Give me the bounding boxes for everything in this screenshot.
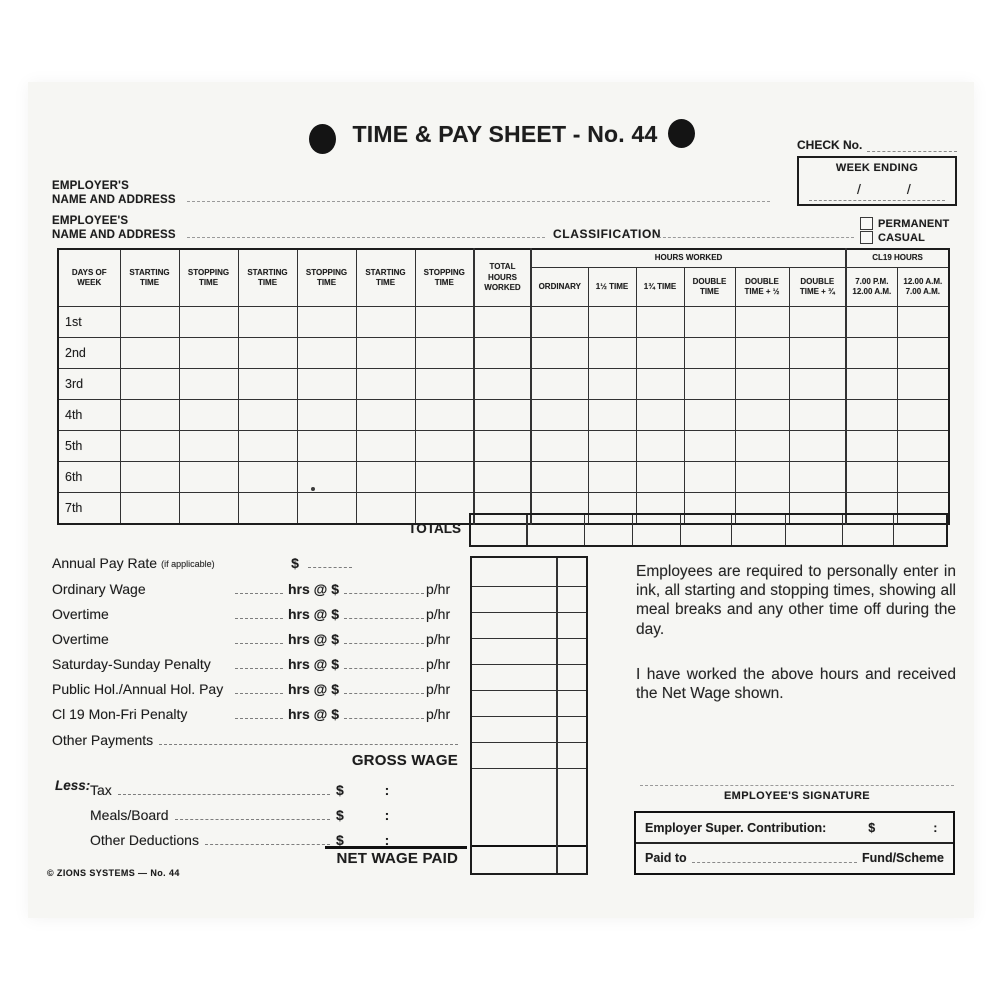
entry-cell [474,338,531,369]
column-header-stopping-time: STOPPING TIME [297,249,356,307]
entry-cell [846,369,897,400]
entry-cell [897,462,949,493]
column-header-time-and-half: 1½ TIME [588,268,636,307]
entry-cell [238,307,297,338]
classification-label: CLASSIFICATION [553,227,662,241]
date-slash: / [906,181,911,197]
entry-cell [789,369,846,400]
hours-blank [235,633,283,644]
paid-to-blank-line [692,852,857,863]
entry-cell [415,400,474,431]
hours-blank [235,658,283,669]
employer-blank-line [187,201,770,202]
total-cell [681,515,732,545]
entry-cell [897,400,949,431]
entry-cell [415,307,474,338]
table-row-day5 [58,431,949,462]
column-header-days: DAYS OF WEEK [58,249,120,307]
column-header-stopping-time: STOPPING TIME [179,249,238,307]
entry-cell [179,431,238,462]
week-ending-box [797,156,957,206]
rate-blank [344,608,424,619]
entry-cell [179,369,238,400]
entry-cell [684,307,735,338]
check-no-label: CHECK No. [797,138,863,152]
signature-blank-line [640,785,954,786]
entry-cell [636,462,684,493]
rate-blank [344,658,424,669]
entry-cell [531,400,588,431]
entry-cell [735,431,789,462]
entry-cell [356,307,415,338]
day-label: 4th [58,400,120,431]
date-slash: / [857,181,861,197]
entry-cell [120,307,179,338]
employee-blank-line [187,237,545,238]
hours-blank [235,608,283,619]
totals-row [57,513,948,547]
amount-cell-gross-wage [472,743,586,769]
day-label: 3rd [58,369,120,400]
entry-cell [120,431,179,462]
declaration-paragraph: I have worked the above hours and received the Net Wage shown. [636,666,956,703]
deductions-rule-line [325,846,467,849]
amount-cell-deductions [472,769,586,847]
amount-cell [472,613,586,639]
entry-cell [474,400,531,431]
rate-blank [344,683,424,694]
entry-cell [415,338,474,369]
table-row-day4 [58,400,949,431]
entry-cell [297,400,356,431]
wage-row-overtime-1: Overtime hrs @ $ p/hr [52,606,451,622]
total-cell [786,515,843,545]
entry-cell [297,462,356,493]
entry-cell [474,369,531,400]
column-header-cl19-night: 12.00 A.M. 7.00 A.M. [897,268,949,307]
wage-row-ordinary: Ordinary Wage hrs @ $ p/hr [52,581,451,597]
entry-cell [531,369,588,400]
entry-cell [474,462,531,493]
entry-cell [897,431,949,462]
paid-to-row [636,844,953,871]
amount-cell [472,558,586,587]
total-cell [471,515,528,545]
entry-cell [735,462,789,493]
check-no-field [797,138,957,152]
entry-cell [588,400,636,431]
entry-cell [297,431,356,462]
day-label: 6th [58,462,120,493]
entry-cell [684,369,735,400]
gross-wage-label: GROSS WAGE [351,752,458,769]
entry-cell [356,400,415,431]
entry-cell [789,462,846,493]
entry-cell [735,307,789,338]
cents-divider-line [556,558,558,873]
totals-boxes [469,513,948,547]
column-header-cl19-evening: 7.00 P.M. 12.00 A.M. [846,268,897,307]
casual-label: CASUAL [878,231,926,244]
amount-cell [472,691,586,717]
deduction-row-other: Other Deductions $ : [90,832,390,848]
paid-to-label: Paid to [645,851,687,865]
week-ending-date-line [809,180,945,201]
super-contribution-row [636,813,953,844]
wage-row-overtime-2: Overtime hrs @ $ p/hr [52,631,451,647]
entry-cell [588,369,636,400]
entry-cell [120,462,179,493]
entry-cell [735,400,789,431]
entry-cell [588,338,636,369]
deduction-row-meals-board: Meals/Board $ : [90,807,390,823]
entry-cell [238,462,297,493]
cents-colon: : [933,820,938,835]
total-cell [894,515,946,545]
column-header-starting-time: STARTING TIME [120,249,179,307]
form-title: TIME & PAY SHEET - No. 44 [352,121,658,147]
entry-cell [684,462,735,493]
entry-cell [356,369,415,400]
entry-cell [531,462,588,493]
entry-cell [179,400,238,431]
entry-cell [297,338,356,369]
entry-cell [356,462,415,493]
rate-blank [344,708,424,719]
other-payments-blank [159,734,458,745]
entry-cell [415,462,474,493]
entry-cell [735,369,789,400]
deduction-row-tax: Tax $ : [90,782,390,798]
annual-pay-rate-label: Annual Pay Rate [52,555,158,571]
entry-cell [474,431,531,462]
casual-checkbox [860,231,873,244]
day-label: 1st [58,307,120,338]
hours-blank [235,583,283,594]
rate-blank [344,583,424,594]
entry-cell [588,431,636,462]
entry-cell [636,307,684,338]
amount-cell-net-wage [472,847,586,873]
totals-label: TOTALS [408,521,461,536]
deduction-blank [175,809,330,820]
entry-cell [789,338,846,369]
amount-cell [472,639,586,665]
entry-cell [897,338,949,369]
entry-cell [120,369,179,400]
entry-cell [846,307,897,338]
entry-cell [238,369,297,400]
other-payments-label: Other Payments [52,732,154,748]
ink-dot-artifact [311,487,315,491]
entry-cell [474,307,531,338]
deduction-blank [118,784,330,795]
entry-cell [846,338,897,369]
entry-cell [789,431,846,462]
entry-cell [238,400,297,431]
timesheet-table [57,248,950,525]
column-header-starting-time: STARTING TIME [238,249,297,307]
table-row-day1 [58,307,949,338]
casual-checkbox-row [860,231,925,244]
check-no-blank-line [867,139,957,152]
column-header-double-time-half: DOUBLE TIME + ½ [735,268,789,307]
rate-blank [344,633,424,644]
if-applicable-note: (if applicable) [161,558,215,569]
entry-cell [789,400,846,431]
dollar-sign: $ [291,555,299,571]
entry-cell [531,431,588,462]
amount-cell [472,587,586,613]
permanent-label: PERMANENT [878,217,950,230]
entry-cell [636,338,684,369]
hours-blank [235,683,283,694]
column-header-ordinary: ORDINARY [531,268,588,307]
table-row-day2 [58,338,949,369]
entry-cell [297,369,356,400]
column-header-stopping-time: STOPPING TIME [415,249,474,307]
entry-cell [179,307,238,338]
wage-row-cl19-penalty: Cl 19 Mon-Fri Penalty hrs @ $ p/hr [52,706,451,722]
entry-cell [735,338,789,369]
entry-cell [120,400,179,431]
instructions-paragraph: Employees are required to personally enter in ink, all starting and stopping times, showing all meal breaks and any other time off during the day. [636,563,956,638]
total-cell [843,515,894,545]
entry-cell [789,307,846,338]
entry-cell [846,462,897,493]
entry-cell [120,338,179,369]
week-ending-label: WEEK ENDING [835,162,919,174]
employee-name-label: EMPLOYEE'S NAME AND ADDRESS [52,215,176,242]
entry-cell [531,338,588,369]
day-label: 5th [58,431,120,462]
deduction-blank [205,834,330,845]
column-header-starting-time: STARTING TIME [356,249,415,307]
permanent-checkbox-row [860,217,949,230]
net-wage-paid-label: NET WAGE PAID [336,850,458,867]
wage-row-sat-sun-penalty: Saturday-Sunday Penalty hrs @ $ p/hr [52,656,451,672]
column-header-time-three-quarters: 1¾ TIME [636,268,684,307]
amount-cell [472,665,586,691]
entry-cell [684,338,735,369]
entry-cell [588,307,636,338]
entry-cell [684,400,735,431]
wage-row-public-holiday: Public Hol./Annual Hol. Pay hrs @ $ p/hr [52,681,451,697]
punch-hole-left-icon [309,124,336,154]
hours-worked-band: HOURS WORKED [531,249,846,268]
entry-cell [897,307,949,338]
dollar-sign: $ [868,820,876,835]
column-header-double-time: DOUBLE TIME [684,268,735,307]
total-cell [633,515,681,545]
zions-systems-credit: © ZIONS SYSTEMS — No. 44 [47,868,180,878]
annual-blank-line [308,557,352,568]
entry-cell [238,338,297,369]
entry-cell [179,338,238,369]
entry-cell [846,431,897,462]
amount-cell [472,717,586,743]
entry-cell [531,307,588,338]
annual-pay-rate-row [52,550,352,571]
amounts-grid [470,556,588,875]
cl19-hours-band: CL19 HOURS [846,249,949,268]
permanent-checkbox [860,217,873,230]
other-payments-row [52,727,460,748]
classification-blank-line [658,237,854,238]
entry-cell [356,338,415,369]
super-contribution-box [634,811,955,875]
entry-cell [588,462,636,493]
hours-blank [235,708,283,719]
column-header-total-hours: TOTAL HOURS WORKED [474,249,531,307]
fund-scheme-label: Fund/Scheme [862,851,944,865]
total-cell [732,515,786,545]
entry-cell [684,431,735,462]
entry-cell [179,462,238,493]
entry-cell [356,431,415,462]
punch-hole-right-icon [668,119,695,148]
entry-cell [297,307,356,338]
entry-cell [636,400,684,431]
entry-cell [415,431,474,462]
entry-cell [897,369,949,400]
entry-cell [846,400,897,431]
total-cell [528,515,585,545]
less-label: Less: [55,778,91,793]
super-contribution-label: Employer Super. Contribution: [645,820,827,835]
entry-cell [636,369,684,400]
table-row-day6 [58,462,949,493]
entry-cell [415,369,474,400]
total-cell [585,515,633,545]
entry-cell [636,431,684,462]
entry-cell [238,431,297,462]
employer-name-label: EMPLOYER'S NAME AND ADDRESS [52,180,176,207]
day-label: 7th [58,493,120,525]
day-label: 2nd [58,338,120,369]
table-row-day3 [58,369,949,400]
column-header-double-time-three-quarters: DOUBLE TIME + ¾ [789,268,846,307]
employee-signature-label: EMPLOYEE'S SIGNATURE [723,790,871,802]
